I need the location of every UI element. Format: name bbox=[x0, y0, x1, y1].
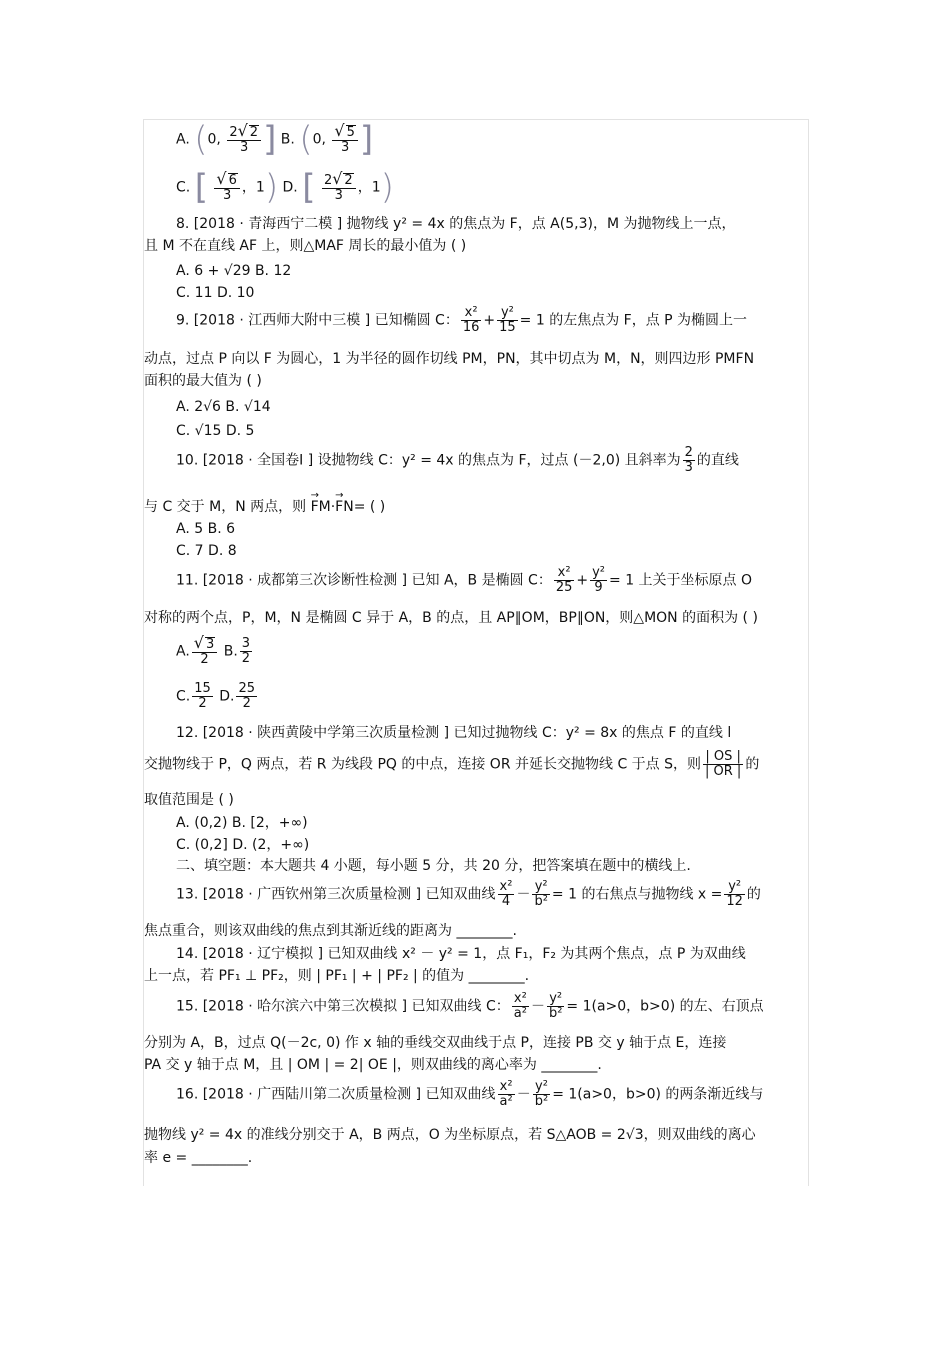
q13-stem-line-1: 13. [2018 · 广西钦州第三次质量检测 ] 已知双曲线 $\frac{\text{x²}}{4}$ － $\frac{\text{y²}}{\text{b²}}$ = 1 的右焦点与抛物线 x = $\frac{\text{y²}}{12}$ 的 bbox=[176, 879, 761, 909]
q8-options-ab: A. 6 + √29 B. 12 bbox=[176, 263, 292, 279]
q14-stem-line-2: 上一点，若 PF₁ ⊥ PF₂，则 | PF₁ | + | PF₂ | 的值为 ________. bbox=[144, 968, 530, 984]
q7-option-b-fraction: $\frac{√ 5}{3}$ bbox=[332, 124, 357, 155]
q15-fraction-x: $\frac{\text{x²}}{\text{a²}}$ bbox=[513, 991, 527, 1021]
q8-stem-line-1: 8. [2018 · 青海西宁二模 ] 抛物线 y² = 4x 的焦点为 F，点 A(5,3)，M 为抛物线上一点， bbox=[176, 216, 736, 232]
q11-options-ab: A. $\frac{√ 3}{2}$ B. $\frac{3}{2}$ bbox=[176, 633, 251, 667]
q10-options-cd: C. 7 D. 8 bbox=[176, 543, 237, 559]
q9-options-ab: A. 2√6 B. √14 bbox=[176, 399, 271, 415]
section-2-heading: 二、填空题：本大题共 4 小题，每小题 5 分，共 20 分，把答案填在题中的横线上. bbox=[176, 858, 691, 874]
q7-option-a-label: A. bbox=[176, 131, 190, 148]
q11-stem-line-2: 对称的两个点，P，M，N 是椭圆 C 异于 A，B 的点，且 AP∥OM，BP∥ON，则△MON 的面积为 ( ) bbox=[144, 610, 758, 626]
q13-stem-line-2: 焦点重合，则该双曲线的焦点到其渐近线的距离为 ________. bbox=[144, 923, 517, 939]
q12-stem-line-3: 取值范围是 ( ) bbox=[144, 792, 234, 808]
q7-option-c-fraction: $\frac{√ 6}{3}$ bbox=[214, 172, 239, 203]
q15-stem-line-2: 分别为 A，B，过点 Q(－2c, 0) 作 x 轴的垂线交双曲线于点 P，连接 PB 交 y 轴于点 E，连接 bbox=[144, 1035, 727, 1051]
q10-options-ab: A. 5 B. 6 bbox=[176, 521, 236, 537]
q10-stem-line-1: 10. [2018 · 全国卷Ⅰ ] 设抛物线 C：y² = 4x 的焦点为 F，过点 (－2,0) 且斜率为 $\frac{2}{3}$ 的直线 bbox=[176, 445, 739, 475]
q7-option-row-ab: A. (0, $\frac{2√ 2}{3}$ ] B. (0, $\frac{√ 5}{3}$ ] bbox=[176, 119, 374, 160]
q9-fraction-y: $\frac{\text{y²}}{15}$ bbox=[499, 305, 516, 335]
q11-option-b-fraction: $\frac{3}{2}$ bbox=[241, 636, 251, 666]
q16-stem-line-1: 16. [2018 · 广西陆川第二次质量检测 ] 已知双曲线 $\frac{\text{x²}}{\text{a²}}$ － $\frac{\text{y²}}{\text{b²}}$ = 1(a>0，b>0) 的两条渐近线与 bbox=[176, 1079, 764, 1109]
q8-options-cd: C. 11 D. 10 bbox=[176, 285, 255, 301]
q7-option-d-label: D. bbox=[282, 179, 298, 196]
q12-options-ab: A. (0,2) B. [2，+∞) bbox=[176, 815, 308, 831]
q16-stem-line-2: 抛物线 y² = 4x 的准线分别交于 A，B 两点，O 为坐标原点，若 S△AOB = 2√3，则双曲线的离心 bbox=[144, 1127, 756, 1143]
q11-fraction-x: $\frac{\text{x²}}{25}$ bbox=[555, 565, 573, 595]
q7-option-d-fraction: $\frac{2√ 2}{3}$ bbox=[322, 172, 356, 203]
q16-fraction-y: $\frac{\text{y²}}{\text{b²}}$ bbox=[534, 1079, 549, 1109]
q16-fraction-x: $\frac{\text{x²}}{\text{a²}}$ bbox=[499, 1079, 513, 1109]
q15-stem-line-1: 15. [2018 · 哈尔滨六中第三次模拟 ] 已知双曲线 C： $\frac{\text{x²}}{\text{a²}}$ － $\frac{\text{y²}}{\text{b²}}$ = 1(a>0，b>0) 的左、右顶点 bbox=[176, 991, 764, 1021]
q7-option-row-cd: C. [ $\frac{√ 6}{3}$ ，1) D. [ $\frac{2√ 2}{3}$ ，1) bbox=[176, 167, 394, 208]
q7-option-b-zero: 0, bbox=[312, 131, 326, 148]
q13-fraction-y: $\frac{\text{y²}}{\text{b²}}$ bbox=[534, 879, 548, 909]
q12-stem-line-1: 12. [2018 · 陕西黄陵中学第三次质量检测 ] 已知过抛物线 C：y² = 8x 的焦点 F 的直线 l bbox=[176, 725, 732, 741]
q12-options-cd: C. (0,2] D. (2，+∞) bbox=[176, 837, 310, 853]
vector-fm: → FM bbox=[311, 498, 331, 516]
q11-option-c-fraction: $\frac{15}{2}$ bbox=[194, 681, 211, 711]
q7-option-c-one: ，1 bbox=[241, 179, 265, 196]
q7-option-b-label: B. bbox=[280, 131, 295, 148]
q8-stem-line-2: 且 M 不在直线 AF 上，则△MAF 周长的最小值为 ( ) bbox=[144, 238, 467, 254]
q10-stem-line-2: 与 C 交于 M，N 两点，则 → FM·→ FN= ( ) bbox=[144, 498, 385, 516]
q9-fraction-x: $\frac{\text{x²}}{16}$ bbox=[462, 305, 480, 335]
vector-fn: → FN bbox=[335, 498, 354, 516]
q12-ratio-fraction: $\frac{| OS |}{| OR |}$ bbox=[705, 749, 742, 779]
q7-option-c-label: C. bbox=[176, 179, 191, 196]
q9-options-cd: C. √15 D. 5 bbox=[176, 423, 255, 439]
q16-stem-line-3: 率 e = ________. bbox=[144, 1150, 253, 1166]
q9-stem-line-1: 9. [2018 · 江西师大附中三模 ] 已知椭圆 C： $\frac{\text{x²}}{16}$ + $\frac{\text{y²}}{15}$ = 1 的左焦点为 F，点 P 为椭圆上一 bbox=[176, 305, 748, 335]
q15-fraction-y: $\frac{\text{y²}}{\text{b²}}$ bbox=[548, 991, 563, 1021]
q14-stem-line-1: 14. [2018 · 辽宁模拟 ] 已知双曲线 x² － y² = 1，点 F₁，F₂ 为其两个焦点，点 P 为双曲线 bbox=[176, 946, 746, 962]
q13-fraction-parabola: $\frac{\text{y²}}{12}$ bbox=[726, 879, 743, 909]
q12-stem-line-2: 交抛物线于 P，Q 两点，若 R 为线段 PQ 的中点，连接 OR 并延长交抛物线 C 于点 S，则 $\frac{| OS |}{| OR |}$ 的 bbox=[144, 749, 760, 779]
q11-option-d-fraction: $\frac{25}{2}$ bbox=[238, 681, 256, 711]
q7-option-a-zero: 0, bbox=[207, 131, 221, 148]
q9-stem-line-2: 动点，过点 P 向以 F 为圆心，1 为半径的圆作切线 PM，PN，其中切点为 M，N，则四边形 PMFN bbox=[144, 351, 755, 367]
q11-options-cd: C. $\frac{15}{2}$ D. $\frac{25}{2}$ bbox=[176, 681, 256, 711]
q11-stem-line-1: 11. [2018 · 成都第三次诊断性检测 ] 已知 A，B 是椭圆 C： $\frac{\text{x²}}{25}$ + $\frac{\text{y²}}{9}$ = 1 上关于坐标原点 O bbox=[176, 565, 753, 595]
q11-option-a-fraction: $\frac{√ 3}{2}$ bbox=[192, 636, 217, 667]
q11-fraction-y: $\frac{\text{y²}}{9}$ bbox=[592, 565, 606, 595]
q10-slope-fraction: $\frac{2}{3}$ bbox=[684, 445, 693, 475]
q13-fraction-x: $\frac{\text{x²}}{4}$ bbox=[499, 879, 513, 909]
q7-option-a-fraction: $\frac{2√ 2}{3}$ bbox=[227, 124, 261, 155]
q7-option-d-one: ，1 bbox=[357, 179, 381, 196]
q15-stem-line-3: PA 交 y 轴于点 M，且 | OM | = 2| OE |，则双曲线的离心率为 ________. bbox=[144, 1057, 602, 1073]
q9-stem-line-3: 面积的最大值为 ( ) bbox=[144, 373, 262, 389]
